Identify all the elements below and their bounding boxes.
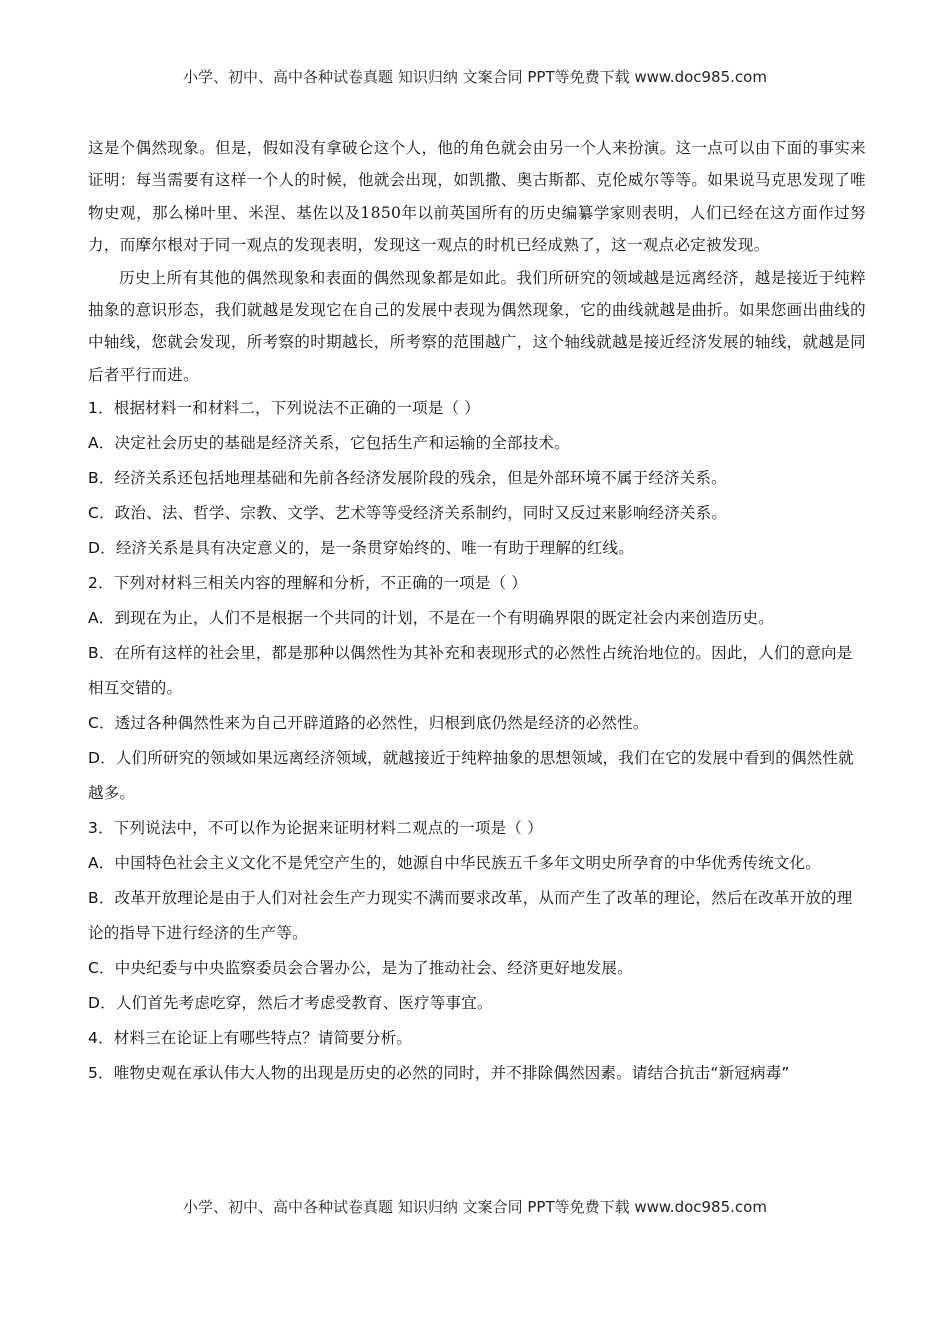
question-5 — [88, 1056, 866, 1091]
option-b: B．在所有这样的社会里，都是那种以偶然性为其补充和表现形式的必然性占统治地位的。因此，人们的意向是相互交错的。 — [88, 644, 853, 698]
question-1 — [88, 391, 866, 566]
page-header: 小学、初中、高中各种试卷真题 知识归纳 文案合同 PPT等免费下载 www.doc985.com — [183, 68, 767, 86]
option-b: B．经济关系还包括地理基础和先前各经济发展阶段的残余，但是外部环境不属于经济关系。 — [88, 469, 727, 488]
option-d: D．经济关系是具有决定意义的，是一条贯穿始终的、唯一有助于理解的红线。 — [88, 539, 634, 558]
question-2 — [88, 566, 866, 811]
question-3 — [88, 811, 866, 1021]
passage-paragraph-1: 这是个偶然现象。但是，假如没有拿破仑这个人，他的角色就会由另一个人来扮演。这一点可以由下面的事实来证明：每当需要有这样一个人的时候，他就会出现，如凯撒、奥古斯都、克伦威尔等等。如果说马克思发现了唯物史观，那么梯叶里、米涅、基佐以及1850年以前英国所有的历史编纂学家则表明，人们已经在这方面作过努力，而摩尔根对于同一观点的发现表明，发现这一观点的时机已经成熟了，这一观点必定被发现。 — [88, 139, 866, 255]
option-c: C．中央纪委与中央监察委员会合署办公，是为了推动社会、经济更好地发展。 — [88, 959, 633, 978]
option-b: B．改革开放理论是由于人们对社会生产力现实不满而要求改革，从而产生了改革的理论，然后在改革开放的理论的指导下进行经济的生产等。 — [88, 889, 853, 943]
option-a: A．决定社会历史的基础是经济关系，它包括生产和运输的全部技术。 — [88, 434, 570, 453]
question-stem: 3．下列说法中，不可以作为论据来证明材料二观点的一项是（ ） — [88, 819, 543, 838]
question-stem: 5．唯物史观在承认伟大人物的出现是历史的必然的同时，并不排除偶然因素。请结合抗击“新冠病毒” — [88, 1064, 790, 1083]
question-stem: 2．下列对材料三相关内容的理解和分析，不正确的一项是（ ） — [88, 574, 528, 593]
page-footer: 小学、初中、高中各种试卷真题 知识归纳 文案合同 PPT等免费下载 www.doc985.com — [183, 1198, 767, 1216]
passage-paragraph-2: 历史上所有其他的偶然现象和表面的偶然现象都是如此。我们所研究的领域越是远离经济，越是接近于纯粹抽象的意识形态，我们就越是发现它在自己的发展中表现为偶然现象，它的曲线就越是曲折。如果您画出曲线的中轴线，您就会发现，所考察的时期越长，所考察的范围越广，这个轴线就越是接近经济发展的轴线，就越是同后者平行而进。 — [88, 268, 866, 384]
option-d: D．人们所研究的领域如果远离经济领域，就越接近于纯粹抽象的思想领域，我们在它的发展中看到的偶然性就越多。 — [88, 749, 854, 803]
question-stem: 4．材料三在论证上有哪些特点？请简要分析。 — [88, 1029, 413, 1048]
document-body — [88, 132, 866, 1091]
option-d: D．人们首先考虑吃穿，然后才考虑受教育、医疗等事宜。 — [88, 994, 493, 1013]
option-a: A．到现在为止，人们不是根据一个共同的计划，不是在一个有明确界限的既定社会内来创造历史。 — [88, 609, 774, 628]
option-a: A．中国特色社会主义文化不是凭空产生的，她源自中华民族五千多年文明史所孕育的中华优秀传统文化。 — [88, 854, 822, 873]
option-c: C．透过各种偶然性来为自己开辟道路的必然性，归根到底仍然是经济的必然性。 — [88, 714, 649, 733]
option-c: C．政治、法、哲学、宗教、文学、艺术等等受经济关系制约，同时又反过来影响经济关系。 — [88, 504, 728, 523]
question-4 — [88, 1021, 866, 1056]
question-stem: 1．根据材料一和材料二，下列说法不正确的一项是（ ） — [88, 399, 480, 418]
